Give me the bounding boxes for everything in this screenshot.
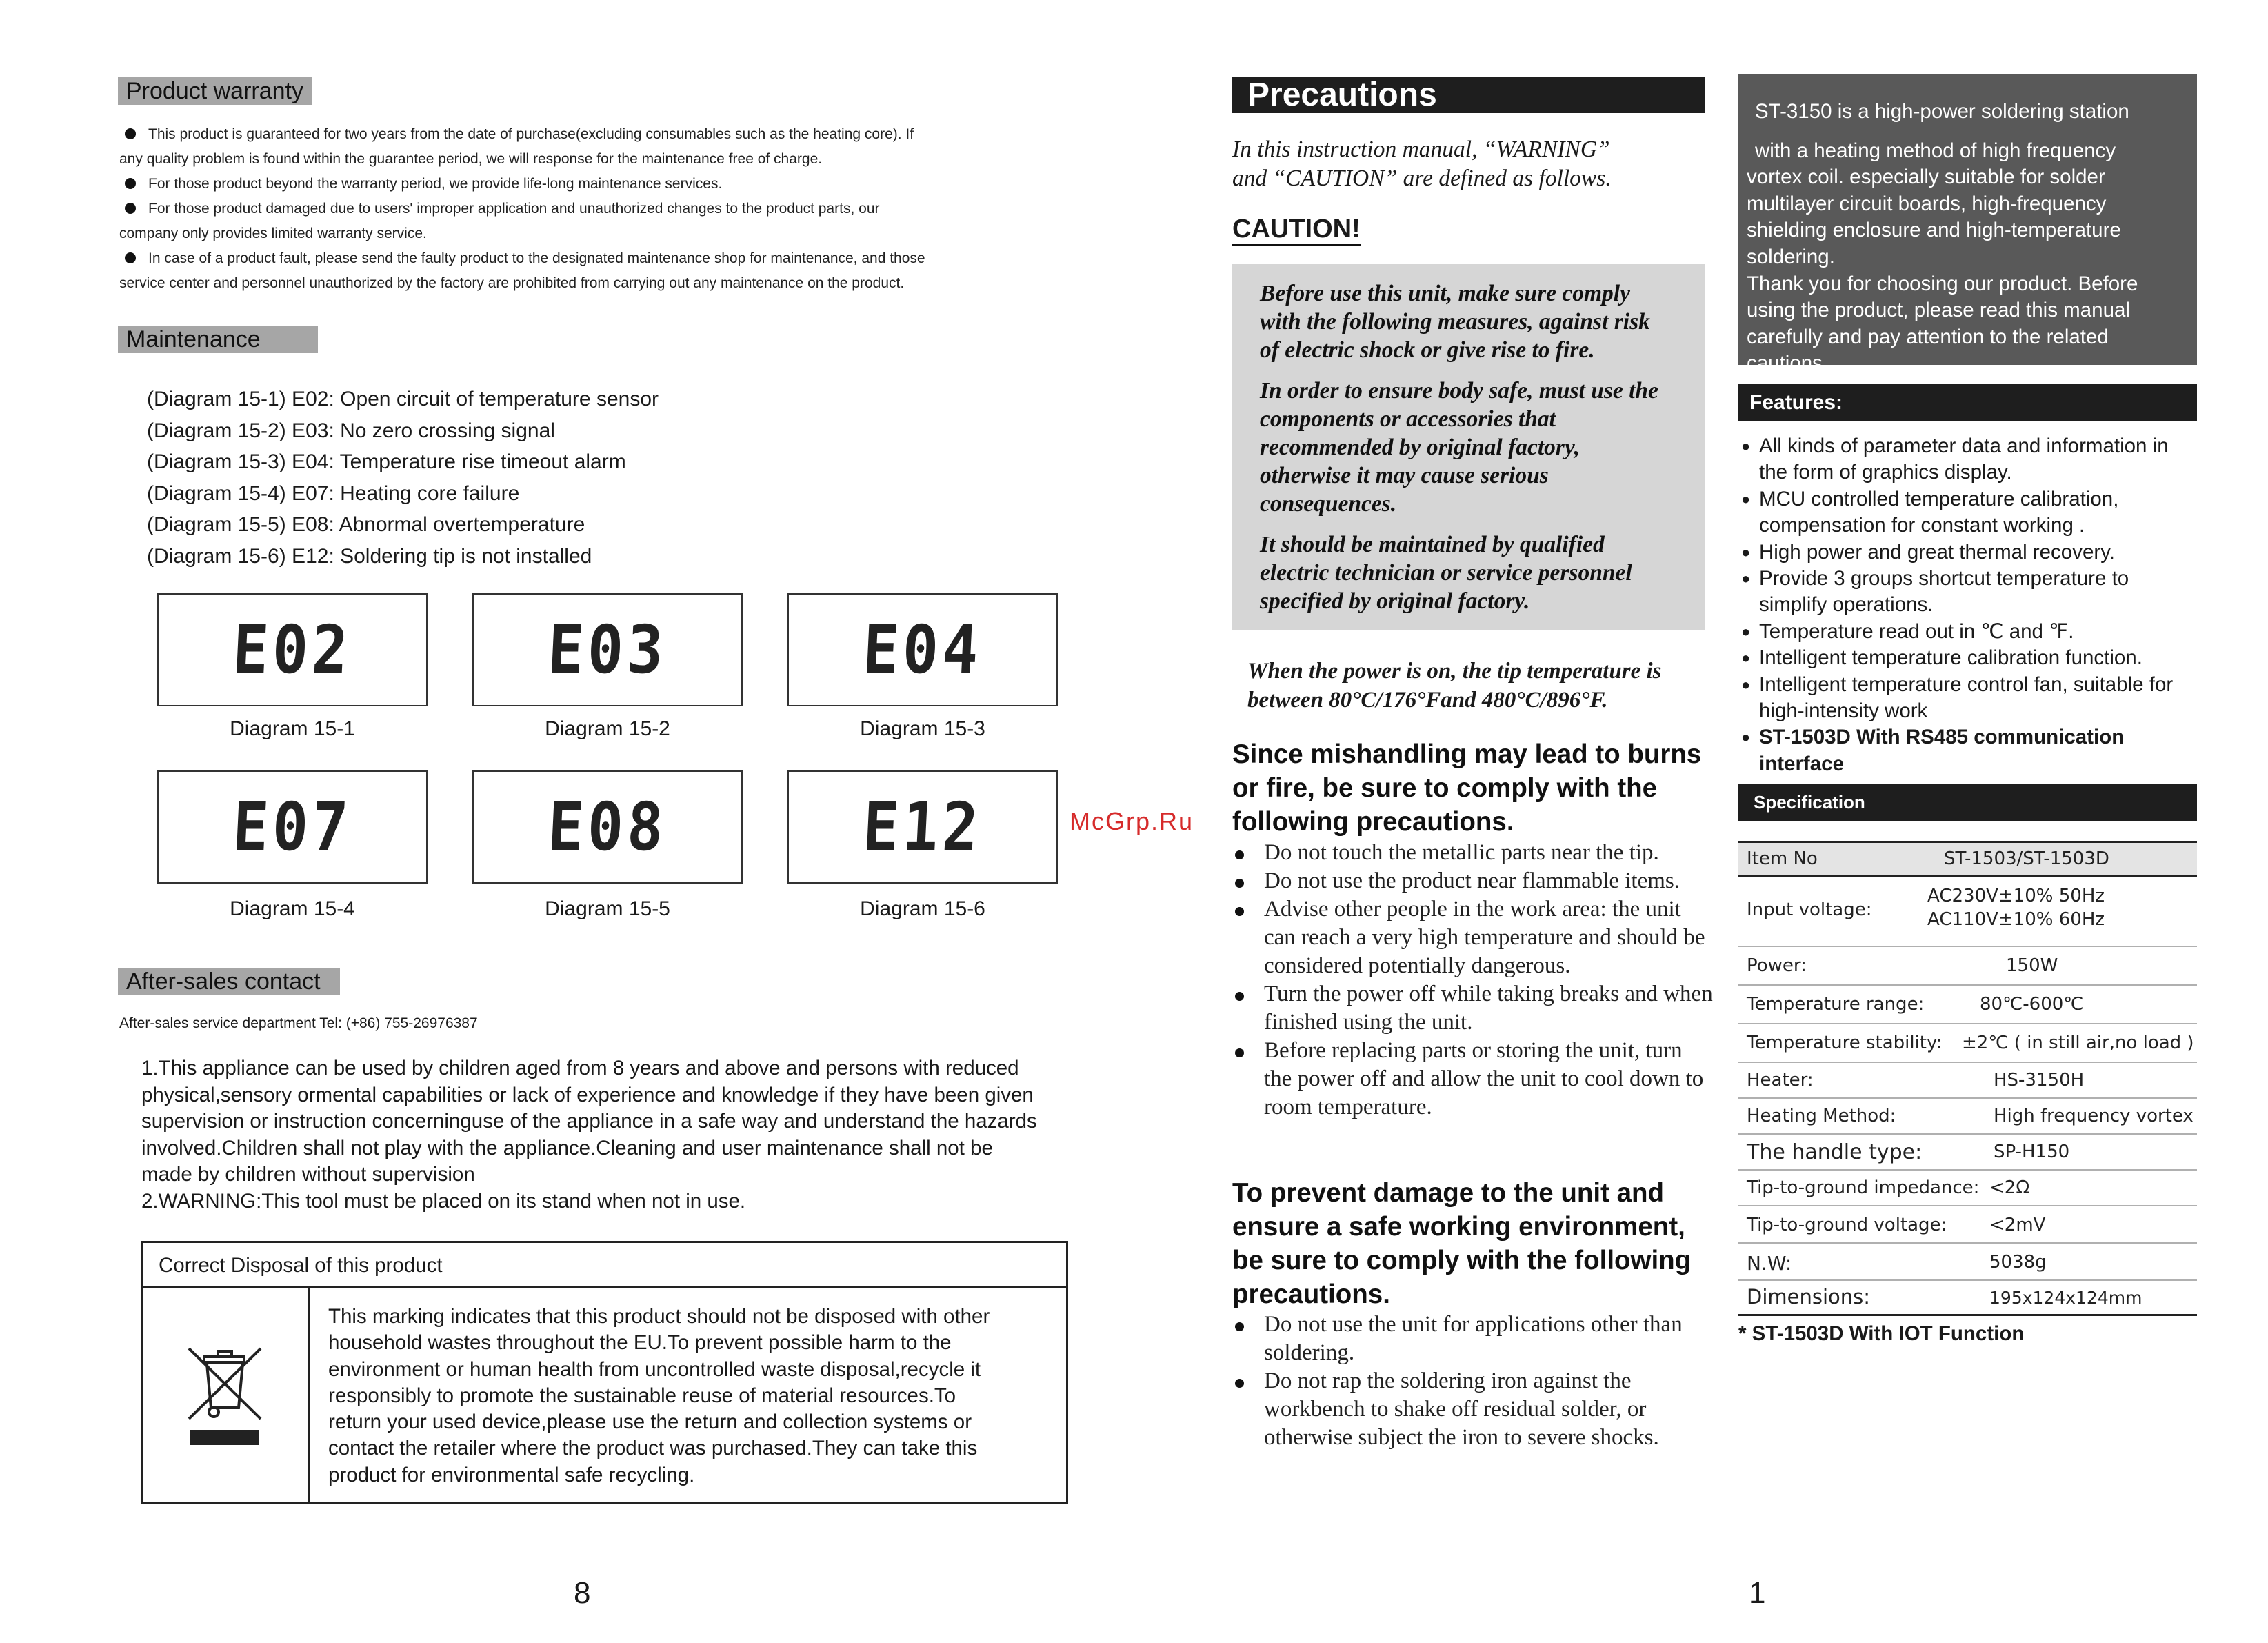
precaution-item: Do not use the unit for applications other than soldering.: [1232, 1311, 1715, 1367]
warranty-line-1: This product is guaranteed for two years from the date of purchase(excluding consumables such as the heating core). If: [119, 122, 1085, 147]
tip-note-line: When the power is on, the tip temperature is: [1247, 659, 1662, 684]
spec-row: [1738, 877, 2197, 947]
spec-value: HS-3150H: [1994, 1070, 2085, 1091]
spec-value: <2mV: [1989, 1215, 2046, 1235]
spec-value: 195x124x124mm: [1989, 1288, 2142, 1308]
intro-line: shielding enclosure and high-temperature: [1747, 219, 2121, 242]
intro-line: In this instruction manual, “WARNING”: [1232, 137, 1610, 162]
spec-row: [1738, 1171, 2197, 1206]
page-number-right: 1: [1749, 1576, 1766, 1610]
warranty-line-2: any quality problem is found within the guarantee period, we will response for the maintenance free of charge.: [119, 151, 823, 167]
diagram-caption: Diagram 15-4: [230, 897, 355, 920]
caution-label: CAUTION!: [1232, 214, 1361, 246]
error-code-item: (Diagram 15-5) E08: Abnormal overtemperature: [147, 513, 585, 536]
error-code-item: (Diagram 15-6) E12: Soldering tip is not installed: [147, 544, 592, 568]
error-code-item: (Diagram 15-2) E03: No zero crossing signal: [147, 419, 555, 442]
spec-key: Heating Method:: [1747, 1106, 1896, 1126]
disposal-icon-cell: [143, 1288, 310, 1502]
disposal-line: This marking indicates that this product should not be disposed with other: [328, 1305, 990, 1328]
spec-row: [1738, 986, 2197, 1024]
disposal-line: return your used device,please use the return and collection systems or: [328, 1411, 972, 1434]
feature-item: ● Temperature read out in ℃ and ℉.: [1738, 619, 2197, 645]
intro-line: vortex coil. especially suitable for solder: [1747, 166, 2105, 189]
spec-row: [1738, 1281, 2197, 1316]
precaution-item: Advise other people in the work area: the unit can reach a very high temperature and should be considered potentially dangerous.: [1232, 895, 1715, 980]
diagram-caption: Diagram 15-5: [545, 897, 670, 920]
spec-row: [1738, 1206, 2197, 1244]
safety-note-line: made by children without supervision: [141, 1163, 475, 1186]
intro-line: multilayer circuit boards, high-frequency: [1747, 192, 2107, 215]
bullet-icon: [125, 252, 136, 263]
spec-row: [1738, 843, 2197, 877]
intro-line: ST-3150 is a high-power soldering station: [1755, 100, 2129, 123]
safety-note-line: supervision or instruction concerninguse of the appliance in a safe way and understand the hazards: [141, 1110, 1037, 1133]
after-sales-heading: After-sales contact: [118, 968, 340, 995]
intro-line: carefully and pay attention to the related: [1747, 325, 2109, 348]
caution-paragraph: In order to ensure body safe, must use the components or accessories that recommended by original factory, otherwise it may cause serious consequences.: [1260, 378, 1658, 517]
caution-paragraph: It should be maintained by qualified electric technician or service personnel specified by original factory.: [1260, 532, 1632, 614]
lcd-display-e04: E04: [787, 593, 1058, 706]
error-code-list: [147, 384, 659, 572]
precaution-item: Do not rap the soldering iron against the workbench to shake off residual solder, or otherwise subject the iron to severe shocks.: [1232, 1367, 1715, 1452]
burns-heading: Since mishandling may lead to burns or fire, be sure to comply with the following precautions.: [1232, 739, 1702, 837]
after-sales-phone: After-sales service department Tel: (+86) 755-26976387: [119, 1015, 478, 1031]
safety-note-line: involved.Children shall not play with the appliance.Cleaning and user maintenance shall not be: [141, 1136, 993, 1159]
lcd-display-e08: E08: [472, 770, 743, 884]
spec-key: Input voltage:: [1747, 899, 1872, 920]
caution-paragraph: Before use this unit, make sure comply with the following measures, against risk of electric shock or give rise to fire.: [1260, 281, 1650, 363]
bullet-icon: [125, 203, 136, 214]
spec-row: [1738, 1024, 2197, 1063]
disposal-line: responsibly to promote the sustainable reuse of material resources.To: [328, 1384, 956, 1407]
intro-line: Thank you for choosing our product. Before: [1747, 272, 2138, 295]
warranty-line-3: For those product beyond the warranty period, we provide life-long maintenance services.: [119, 172, 1085, 197]
feature-item: ● ST-1503D With RS485 communication interface: [1738, 724, 2197, 777]
features-list: [1738, 433, 2197, 777]
diagram-caption: Diagram 15-2: [545, 717, 670, 740]
feature-item: ● Intelligent temperature calibration function.: [1738, 645, 2197, 671]
spec-value: SP-H150: [1994, 1142, 2070, 1162]
precautions-title-bar: [1232, 77, 1705, 113]
safety-note-line: 1.This appliance can be used by children aged from 8 years and above and persons with reduced: [141, 1057, 1019, 1079]
intro-line: and “CAUTION” are defined as follows.: [1232, 166, 1612, 191]
precaution-item: Turn the power off while taking breaks and when finished using the unit.: [1232, 980, 1715, 1037]
safety-note-line: physical,sensory ormental capabilities or lack of experience and knowledge if they have been given: [141, 1083, 1034, 1106]
spec-value: <2Ω: [1989, 1177, 2030, 1198]
error-code-item: (Diagram 15-1) E02: Open circuit of temperature sensor: [147, 388, 659, 410]
page-number-left: 8: [574, 1576, 591, 1610]
diagram-caption: Diagram 15-1: [230, 717, 355, 740]
warranty-text: [119, 122, 1085, 296]
feature-item: ● MCU controlled temperature calibration, compensation for constant working .: [1738, 486, 2197, 539]
disposal-title: Correct Disposal of this product: [143, 1243, 1066, 1288]
lcd-display-e07: E07: [157, 770, 428, 884]
spec-key: Dimensions:: [1747, 1285, 1871, 1308]
spec-key: The handle type:: [1747, 1140, 1923, 1164]
diagram-caption: Diagram 15-6: [860, 897, 985, 920]
spec-key: Temperature range:: [1747, 994, 1925, 1015]
disposal-line: contact the retailer where the product was purchased.They can take this: [328, 1437, 978, 1460]
specification-heading: Specification: [1738, 784, 2197, 821]
spec-key: Item No: [1747, 848, 1818, 869]
spec-value: 150W: [2006, 955, 2058, 976]
bullet-icon: [125, 178, 136, 189]
spec-key: Temperature stability:: [1747, 1033, 1943, 1053]
intro-line: with a heating method of high frequency: [1755, 139, 2116, 162]
tip-temperature-note: [1247, 657, 1661, 715]
safety-notes: [141, 1055, 1127, 1215]
disposal-line: household wastes throughout the EU.To prevent possible harm to the: [328, 1331, 952, 1355]
spec-row: [1738, 1063, 2197, 1099]
warranty-line-6: In case of a product fault, please send the faulty product to the designated maintenance shop for maintenance, and those: [119, 246, 1085, 271]
iot-footnote: * ST-1503D With IOT Function: [1738, 1322, 2025, 1345]
features-heading: Features:: [1738, 384, 2197, 421]
product-intro-box: [1738, 74, 2197, 375]
lcd-display-e12: E12: [787, 770, 1058, 884]
safety-note-line: 2.WARNING:This tool must be placed on its stand when not in use.: [141, 1189, 746, 1213]
feature-item: ● All kinds of parameter data and information in the form of graphics display.: [1738, 433, 2197, 486]
crossed-out-wheelie-bin-icon: [183, 1342, 266, 1452]
precaution-item: Do not touch the metallic parts near the tip.: [1232, 839, 1715, 867]
precautions-intro: [1232, 135, 1612, 193]
burn-precautions-list: [1232, 839, 1715, 1122]
intro-line: soldering.: [1747, 245, 1835, 268]
spec-key: Power:: [1747, 955, 1807, 976]
damage-heading: To prevent damage to the unit and ensure a safe working environment, be sure to comply with the following precautions.: [1232, 1178, 1692, 1309]
warranty-line-7: service center and personnel unauthorized by the factory are prohibited from carrying out any maintenance on the product.: [119, 275, 905, 291]
intro-line: using the product, please read this manual: [1747, 299, 2130, 322]
disposal-line: product for environmental safe recycling.: [328, 1463, 695, 1486]
spec-row: [1738, 1244, 2197, 1281]
disposal-line: environment or human health from uncontrolled waste disposal,recycle it: [328, 1357, 981, 1381]
spec-value: ST-1503/ST-1503D: [1944, 848, 2109, 869]
spec-key: Heater:: [1747, 1070, 1814, 1091]
product-intro-text: [1738, 74, 2197, 377]
spec-key: Tip-to-ground voltage:: [1747, 1215, 1947, 1235]
diagram-caption: Diagram 15-3: [860, 717, 985, 740]
error-code-item: (Diagram 15-4) E07: Heating core failure: [147, 481, 520, 505]
spec-value: AC110V±10% 60Hz: [1927, 909, 2105, 930]
watermark: McGrp.Ru: [1070, 807, 1194, 835]
specification-table: [1738, 841, 2197, 1316]
disposal-box: [141, 1241, 1068, 1504]
warranty-line-4: For those product damaged due to users' improper application and unauthorized changes to the product parts, our: [119, 197, 1085, 221]
damage-precautions-list: [1232, 1311, 1715, 1452]
spec-key: Tip-to-ground impedance:: [1747, 1177, 1980, 1198]
spec-value: High frequency vortex: [1994, 1106, 2194, 1126]
spec-value: AC230V±10% 50Hz: [1927, 886, 2105, 906]
feature-item: ● Provide 3 groups shortcut temperature to simplify operations.: [1738, 566, 2197, 619]
spec-row: [1738, 1099, 2197, 1135]
error-code-item: (Diagram 15-3) E04: Temperature rise timeout alarm: [147, 450, 626, 473]
feature-item: ● Intelligent temperature control fan, suitable for high-intensity work: [1738, 672, 2197, 725]
spec-value: 80℃-600℃: [1980, 994, 2084, 1015]
spec-value: 5038g: [1989, 1252, 2047, 1273]
spec-key: N.W:: [1747, 1252, 1792, 1275]
maintenance-heading: Maintenance: [118, 326, 318, 353]
product-warranty-heading: Product warranty: [118, 77, 312, 105]
tip-note-line: between 80°C/176°Fand 480°C/896°F.: [1247, 688, 1608, 713]
bullet-icon: [125, 128, 136, 139]
lcd-display-e02: E02: [157, 593, 428, 706]
precaution-item: Before replacing parts or storing the unit, turn the power off and allow the unit to cool down to room temperature.: [1232, 1037, 1715, 1122]
disposal-text: [328, 1304, 1059, 1488]
precaution-item: Do not use the product near flammable items.: [1232, 867, 1715, 895]
lcd-display-e03: E03: [472, 593, 743, 706]
spec-row: [1738, 947, 2197, 986]
caution-box: [1232, 264, 1705, 630]
intro-line: cautions.: [1747, 352, 1829, 375]
spec-value: ±2℃ ( in still air,no load ): [1962, 1033, 2194, 1053]
spec-row: [1738, 1135, 2197, 1171]
warranty-line-5: company only provides limited warranty service.: [119, 226, 427, 241]
feature-item: ● High power and great thermal recovery.: [1738, 539, 2197, 566]
precautions-title: Precautions: [1247, 77, 1437, 113]
